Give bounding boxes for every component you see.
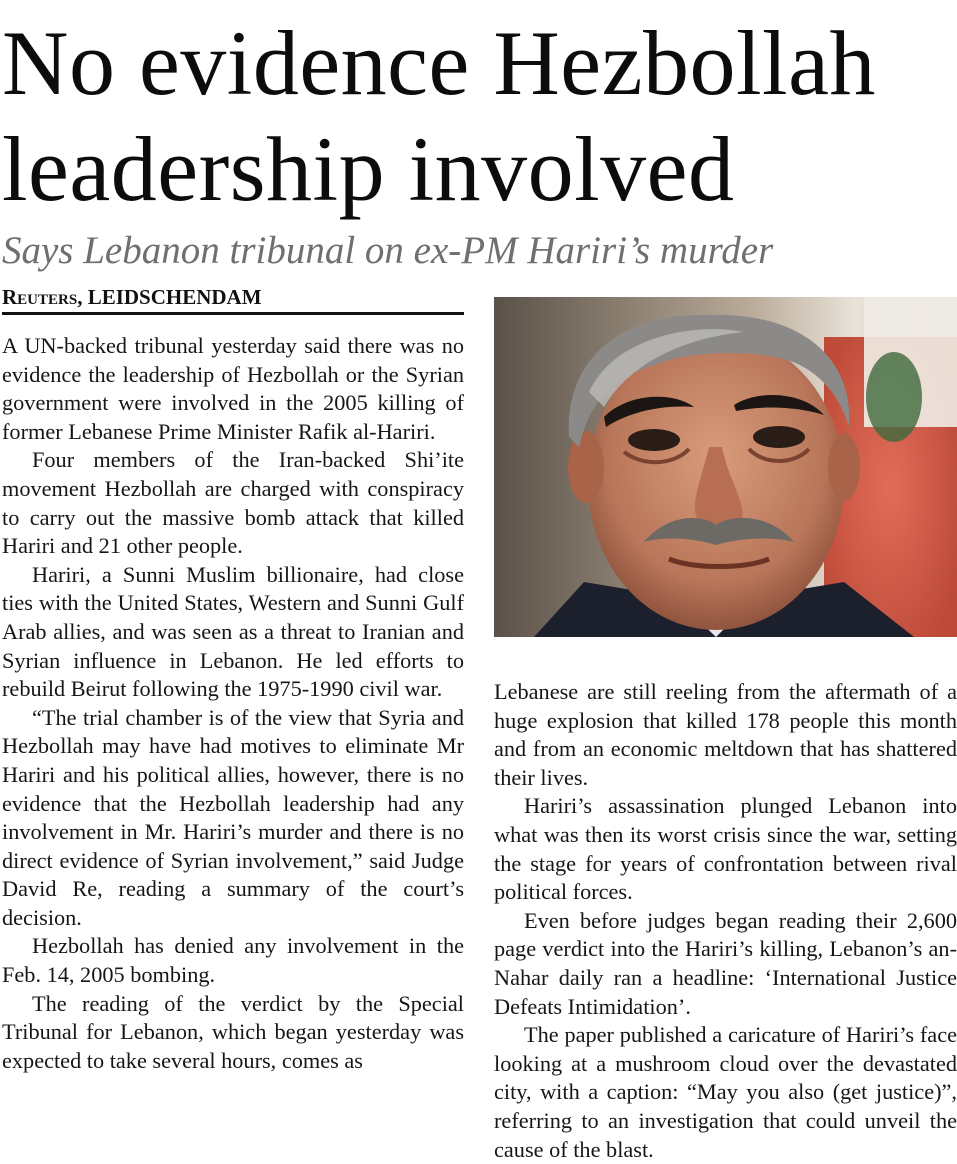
- paragraph: Lebanese are still reeling from the aftermath of a huge explosion that killed 178 people this month and from an economic meltdown that has shattered their lives.: [494, 679, 957, 790]
- headline-line-1: No evidence Hezbollah: [2, 12, 876, 114]
- article-column-right: [494, 678, 957, 1164]
- paragraph: A UN-backed tribunal yesterday said there was no evidence the leadership of Hezbollah or the Syrian government were involved in the 2005 killing of former Lebanese Prime Minister Rafik al-Hariri.: [2, 333, 464, 444]
- portrait-photo: [494, 297, 957, 637]
- headline-line-2: leadership involved: [2, 118, 735, 220]
- paragraph: Even before judges began reading their 2,600 page verdict into the Hariri’s killing, Lebanon’s an-Nahar daily ran a headline: ‘International Justice Defeats Intimidation’.: [494, 907, 957, 1019]
- byline-agency: Reuters: [2, 285, 78, 309]
- byline: [2, 283, 464, 315]
- headline: [2, 10, 957, 222]
- subheadline: Says Lebanon tribunal on ex-PM Hariri’s murder: [2, 229, 774, 272]
- paragraph: Four members of the Iran-backed Shi’ite movement Hezbollah are charged with conspiracy to carry out the massive bomb attack that killed Hariri and 21 other people.: [2, 447, 464, 559]
- paragraph: Hariri’s assassination plunged Lebanon into what was then its worst crisis since the war, setting the stage for years of confrontation between rival political forces.: [494, 793, 957, 905]
- paragraph: “The trial chamber is of the view that Syria and Hezbollah may have had motives to eliminate Mr Hariri and his political allies, however, there is no evidence that the Hezbollah leadership had any involvement in Mr. Hariri’s murder and there is no direct evidence of Syrian involvement,” said Judge David Re, reading a summary of the court’s decision.: [2, 704, 464, 930]
- paragraph: Hezbollah has denied any involvement in the Feb. 14, 2005 bombing.: [2, 933, 464, 988]
- paragraph: The reading of the verdict by the Special Tribunal for Lebanon, which began yesterday was expected to take several hours, comes as: [2, 990, 464, 1073]
- article-column-left: [2, 332, 464, 1075]
- paragraph: The paper published a caricature of Hariri’s face looking at a mushroom cloud over the devastated city, with a caption: “May you also (get justice)”, referring to an investigation that could unveil the cause of the blast.: [494, 1022, 957, 1162]
- paragraph: Hariri, a Sunni Muslim billionaire, had close ties with the United States, Western and Sunni Gulf Arab allies, and was seen as a threat to Iranian and Syrian influence in Lebanon. He led efforts to rebuild Beirut following the 1975-1990 civil war.: [2, 561, 464, 702]
- portrait-illustration: [494, 297, 957, 637]
- byline-place: , LEIDSCHENDAM: [77, 285, 262, 309]
